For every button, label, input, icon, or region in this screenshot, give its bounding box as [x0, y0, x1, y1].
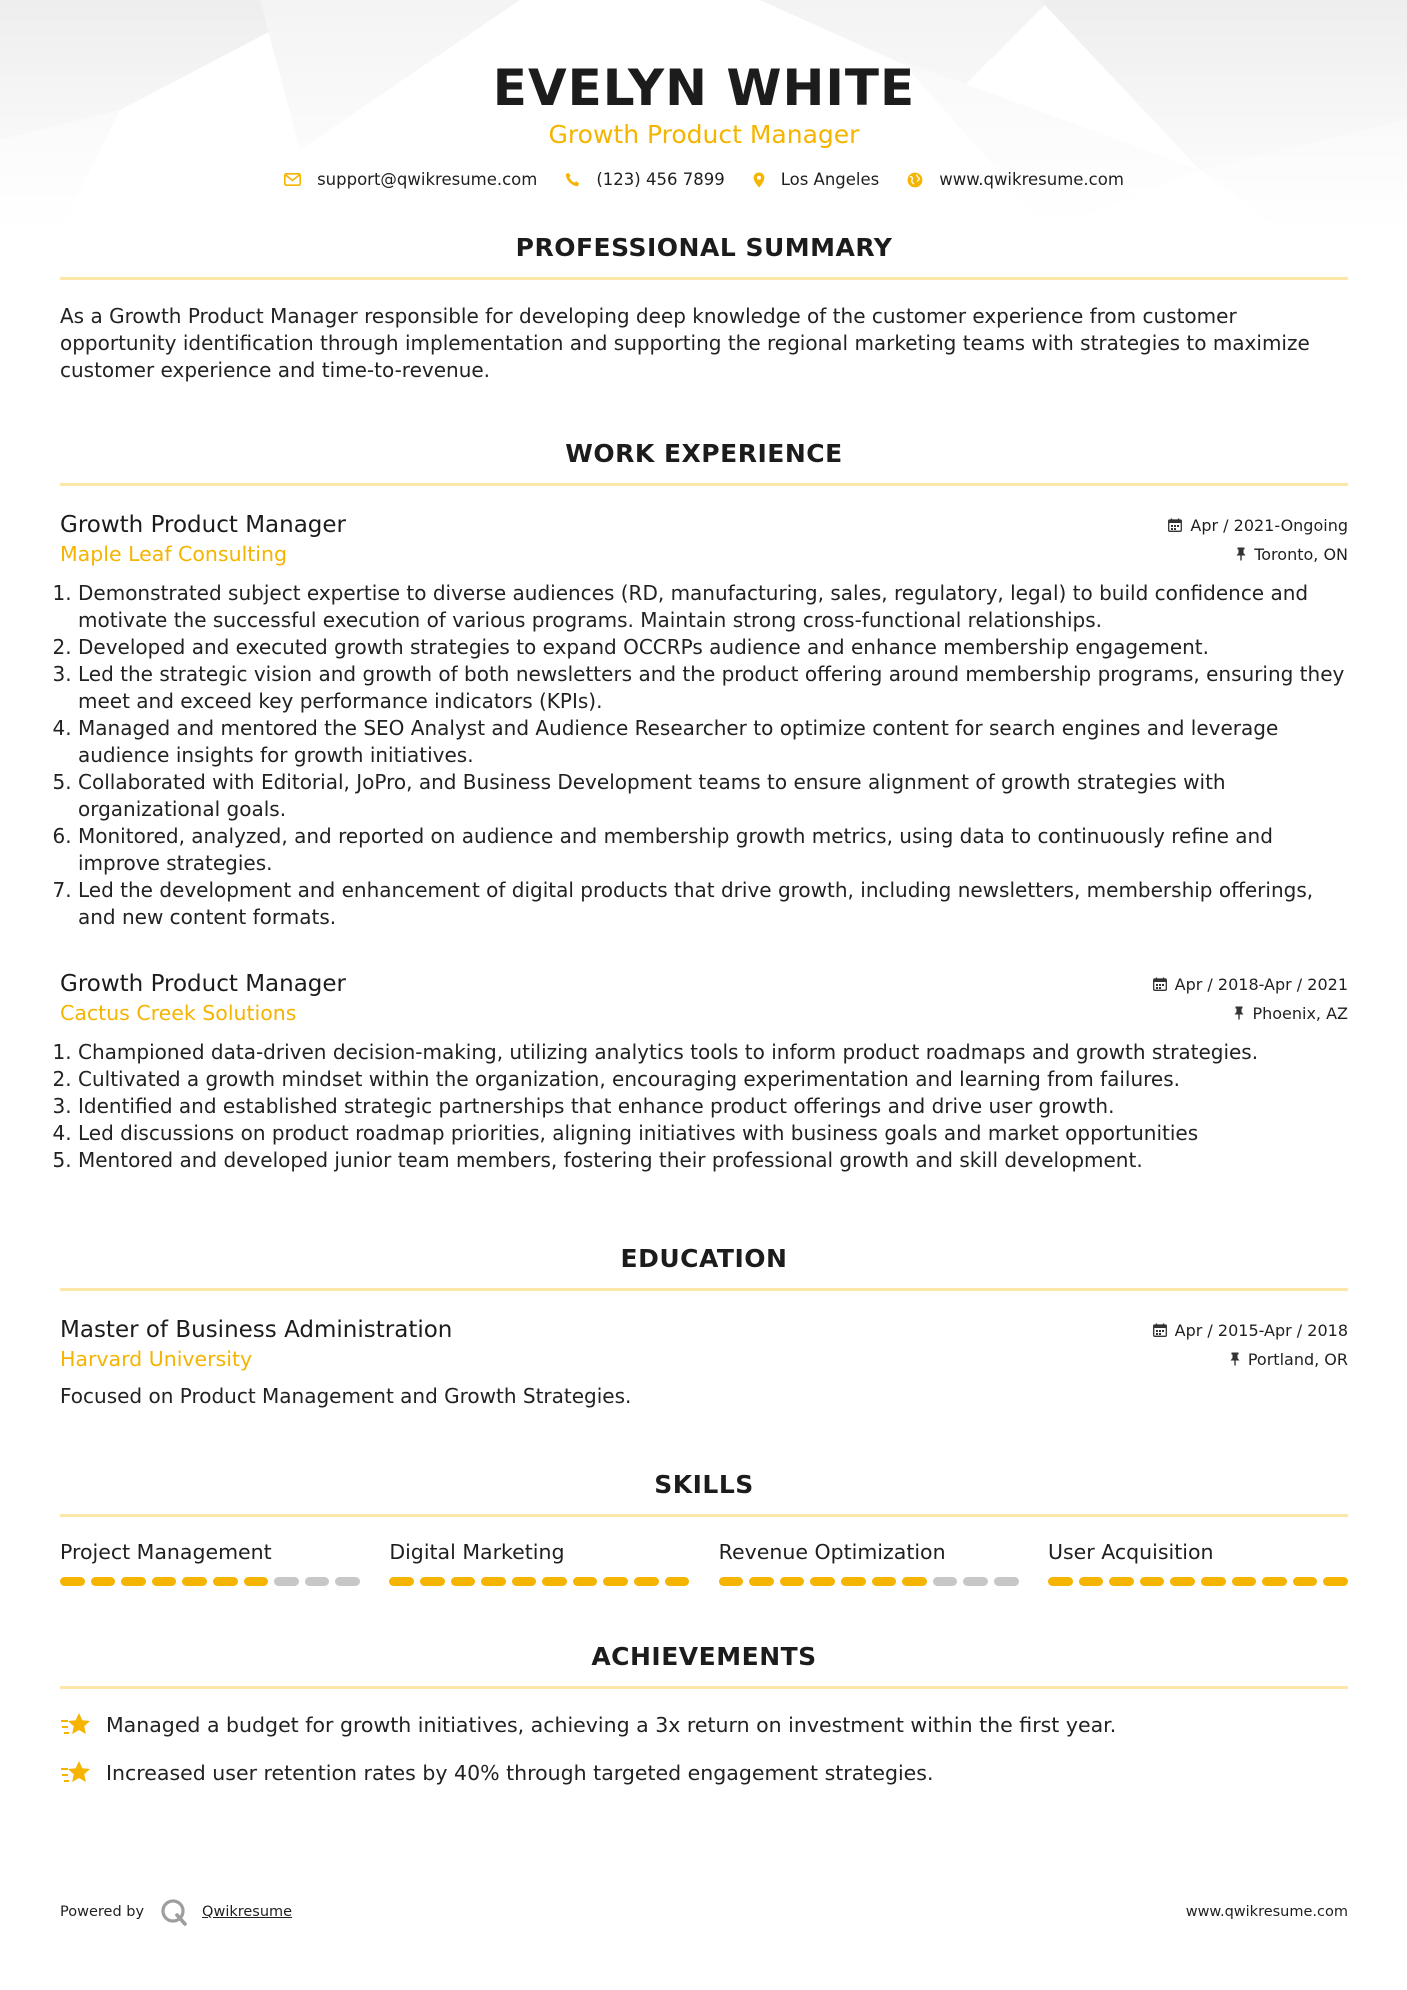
skill-segment-filled	[634, 1577, 659, 1586]
skill-segment-filled	[213, 1577, 238, 1586]
candidate-name: EVELYN WHITE	[492, 59, 916, 117]
envelope-icon	[284, 173, 301, 186]
star-icon	[60, 1759, 92, 1787]
skill-level-bar	[719, 1577, 1019, 1586]
education-title: EDUCATION	[620, 1244, 788, 1273]
education-section	[60, 1244, 1348, 1410]
skill-segment-filled	[1109, 1577, 1134, 1586]
achievement-item	[60, 1759, 1348, 1787]
list-item: 1. Demonstrated subject expertise to diverse audiences (RD, manufacturing, sales, regulatory, legal) to build confidence and motivate the successful execution of various programs. Maintain strong cross-functional relationships.	[78, 580, 1348, 634]
summary-section	[60, 233, 1348, 384]
contact-location	[753, 170, 880, 189]
skill-segment-filled	[389, 1577, 414, 1586]
phone-text: (123) 456 7899	[596, 170, 725, 189]
skill-item	[719, 1539, 1019, 1586]
skill-segment-filled	[1293, 1577, 1318, 1586]
skill-segment-filled	[152, 1577, 177, 1586]
candidate-role: Growth Product Manager	[548, 120, 860, 149]
job-title: Growth Product Manager	[60, 512, 347, 538]
skill-segment-filled	[1048, 1577, 1073, 1586]
skill-name: User Acquisition	[1047, 1540, 1214, 1564]
resume-page	[60, 0, 1348, 1787]
skill-segment-empty	[305, 1577, 330, 1586]
job-location	[1236, 545, 1348, 564]
list-item: 2. Developed and executed growth strategies to expand OCCRPs audience and enhance membership engagement.	[78, 634, 1348, 661]
achievement-item	[60, 1711, 1348, 1739]
experience-section	[60, 439, 1348, 1174]
skill-name: Digital Marketing	[389, 1540, 565, 1564]
skill-segment-empty	[994, 1577, 1019, 1586]
list-item: 4. Led discussions on product roadmap priorities, aligning initiatives with business goals and market opportunities	[78, 1120, 1348, 1147]
company-name: Maple Leaf Consulting	[60, 542, 288, 566]
skill-segment-filled	[665, 1577, 690, 1586]
section-divider	[60, 1686, 1348, 1689]
skill-item	[1048, 1539, 1348, 1586]
list-item: 4. Managed and mentored the SEO Analyst and Audience Researcher to optimize content for search engines and leverage audience insights for growth initiatives.	[78, 715, 1348, 769]
skill-segment-empty	[933, 1577, 958, 1586]
section-divider	[60, 483, 1348, 486]
skill-segment-filled	[1262, 1577, 1287, 1586]
skill-segment-filled	[1201, 1577, 1226, 1586]
job-dates-text: Apr / 2021-Ongoing	[1190, 515, 1348, 535]
skill-segment-filled	[603, 1577, 628, 1586]
section-divider	[60, 1514, 1348, 1517]
skill-segment-empty	[274, 1577, 299, 1586]
skill-level-bar	[1048, 1577, 1348, 1586]
map-pin-icon	[753, 172, 765, 188]
skill-segment-filled	[841, 1577, 866, 1586]
skill-item	[60, 1539, 360, 1586]
section-divider	[60, 277, 1348, 280]
pushpin-icon	[1234, 1006, 1244, 1020]
list-item: 3. Led the strategic vision and growth of both newsletters and the product offering around membership programs, ensuring they meet and exceed key performance indicators (KPIs).	[78, 661, 1348, 715]
skill-segment-filled	[872, 1577, 897, 1586]
contact-phone[interactable]	[565, 170, 724, 189]
section-divider	[60, 1288, 1348, 1291]
skill-segment-filled	[420, 1577, 445, 1586]
summary-title: PROFESSIONAL SUMMARY	[515, 233, 893, 262]
pushpin-icon	[1230, 1352, 1240, 1366]
list-item: 7. Led the development and enhancement of digital products that drive growth, including newsletters, membership offerings, and new content formats.	[78, 877, 1348, 931]
skill-segment-filled	[1079, 1577, 1104, 1586]
skill-segment-filled	[60, 1577, 85, 1586]
school-name: Harvard University	[60, 1347, 253, 1371]
calendar-icon	[1168, 518, 1182, 532]
skill-level-bar	[60, 1577, 360, 1586]
list-item: 3. Identified and established strategic partnerships that enhance product offerings and drive user growth.	[78, 1093, 1348, 1120]
skill-segment-filled	[481, 1577, 506, 1586]
skill-name: Project Management	[60, 1540, 272, 1564]
job-dates-text: Apr / 2018-Apr / 2021	[1174, 974, 1348, 994]
powered-by-label: Powered by	[60, 1904, 145, 1920]
skill-segment-filled	[1232, 1577, 1257, 1586]
skill-segment-filled	[451, 1577, 476, 1586]
list-item: 5. Mentored and developed junior team members, fostering their professional growth and skill development.	[78, 1147, 1348, 1174]
skill-segment-filled	[1323, 1577, 1348, 1586]
skill-level-bar	[389, 1577, 689, 1586]
contact-bar	[60, 170, 1348, 189]
brand-link[interactable]: Qwikresume	[202, 1904, 293, 1920]
list-item: 6. Monitored, analyzed, and reported on audience and membership growth metrics, using data to continuously refine and improve strategies.	[78, 823, 1348, 877]
job-bullets	[60, 1039, 1348, 1174]
skill-segment-filled	[512, 1577, 537, 1586]
resume-header	[60, 0, 1348, 189]
list-item: 5. Collaborated with Editorial, JoPro, and Business Development teams to ensure alignment of growth strategies with organizational goals.	[78, 769, 1348, 823]
skill-segment-filled	[902, 1577, 927, 1586]
skills-list	[60, 1539, 1348, 1586]
contact-email[interactable]	[284, 170, 537, 189]
email-text: support@qwikresume.com	[317, 170, 538, 189]
skill-segment-empty	[963, 1577, 988, 1586]
experience-title: WORK EXPERIENCE	[565, 439, 843, 468]
globe-icon	[907, 172, 923, 188]
qwikresume-logo-icon	[160, 1898, 188, 1926]
job-location-text: Phoenix, AZ	[1252, 1003, 1348, 1023]
location-text: Los Angeles	[780, 170, 880, 189]
skill-segment-filled	[749, 1577, 774, 1586]
calendar-icon	[1153, 1323, 1167, 1337]
company-name: Cactus Creek Solutions	[60, 1001, 297, 1025]
job-location	[1234, 1004, 1348, 1023]
job-entry	[60, 969, 1348, 1174]
job-entry	[60, 510, 1348, 931]
skill-segment-filled	[719, 1577, 744, 1586]
achievement-text: Managed a budget for growth initiatives, achieving a 3x return on investment within the first year.	[106, 1712, 1117, 1737]
phone-icon	[565, 172, 580, 187]
skill-segment-filled	[810, 1577, 835, 1586]
achievement-text: Increased user retention rates by 40% through targeted engagement strategies.	[106, 1760, 934, 1785]
education-description: Focused on Product Management and Growth Strategies.	[60, 1384, 632, 1408]
achievements-section	[60, 1642, 1348, 1787]
education-entry	[60, 1315, 1348, 1410]
list-item: 1. Championed data-driven decision-making, utilizing analytics tools to inform product roadmaps and growth strategies.	[78, 1039, 1348, 1066]
education-location	[1230, 1350, 1348, 1369]
calendar-icon	[1153, 977, 1167, 991]
education-dates	[1153, 1321, 1348, 1340]
skill-segment-filled	[244, 1577, 269, 1586]
list-item: 2. Cultivated a growth mindset within the organization, encouraging experimentation and learning from failures.	[78, 1066, 1348, 1093]
skill-segment-filled	[1140, 1577, 1165, 1586]
website-text: www.qwikresume.com	[939, 170, 1124, 189]
skill-segment-filled	[573, 1577, 598, 1586]
job-dates	[1168, 516, 1348, 535]
page-footer	[60, 1898, 1348, 1926]
contact-website[interactable]	[907, 170, 1124, 189]
skills-title: SKILLS	[654, 1470, 754, 1499]
job-title: Growth Product Manager	[60, 971, 347, 997]
skill-segment-filled	[542, 1577, 567, 1586]
skill-segment-filled	[121, 1577, 146, 1586]
pushpin-icon	[1236, 547, 1246, 561]
skill-segment-filled	[182, 1577, 207, 1586]
powered-by	[60, 1898, 292, 1926]
education-dates-text: Apr / 2015-Apr / 2018	[1174, 1320, 1348, 1340]
skill-name: Revenue Optimization	[718, 1540, 946, 1564]
footer-website[interactable]: www.qwikresume.com	[1185, 1904, 1348, 1920]
achievements-title: ACHIEVEMENTS	[591, 1642, 817, 1671]
job-bullets	[60, 580, 1348, 931]
skills-section	[60, 1470, 1348, 1586]
job-location-text: Toronto, ON	[1254, 544, 1348, 564]
summary-text: As a Growth Product Manager responsible for developing deep knowledge of the customer experience from customer opportunity identification through implementation and supporting the regional marketing teams with strategies to maximize customer experience and time-to-revenue.	[60, 304, 1310, 382]
skill-segment-filled	[780, 1577, 805, 1586]
education-location-text: Portland, OR	[1247, 1349, 1348, 1369]
job-dates	[1153, 975, 1348, 994]
skill-segment-filled	[91, 1577, 116, 1586]
degree-title: Master of Business Administration	[60, 1317, 453, 1343]
skill-item	[389, 1539, 689, 1586]
skill-segment-empty	[335, 1577, 360, 1586]
skill-segment-filled	[1170, 1577, 1195, 1586]
star-icon	[60, 1711, 92, 1739]
